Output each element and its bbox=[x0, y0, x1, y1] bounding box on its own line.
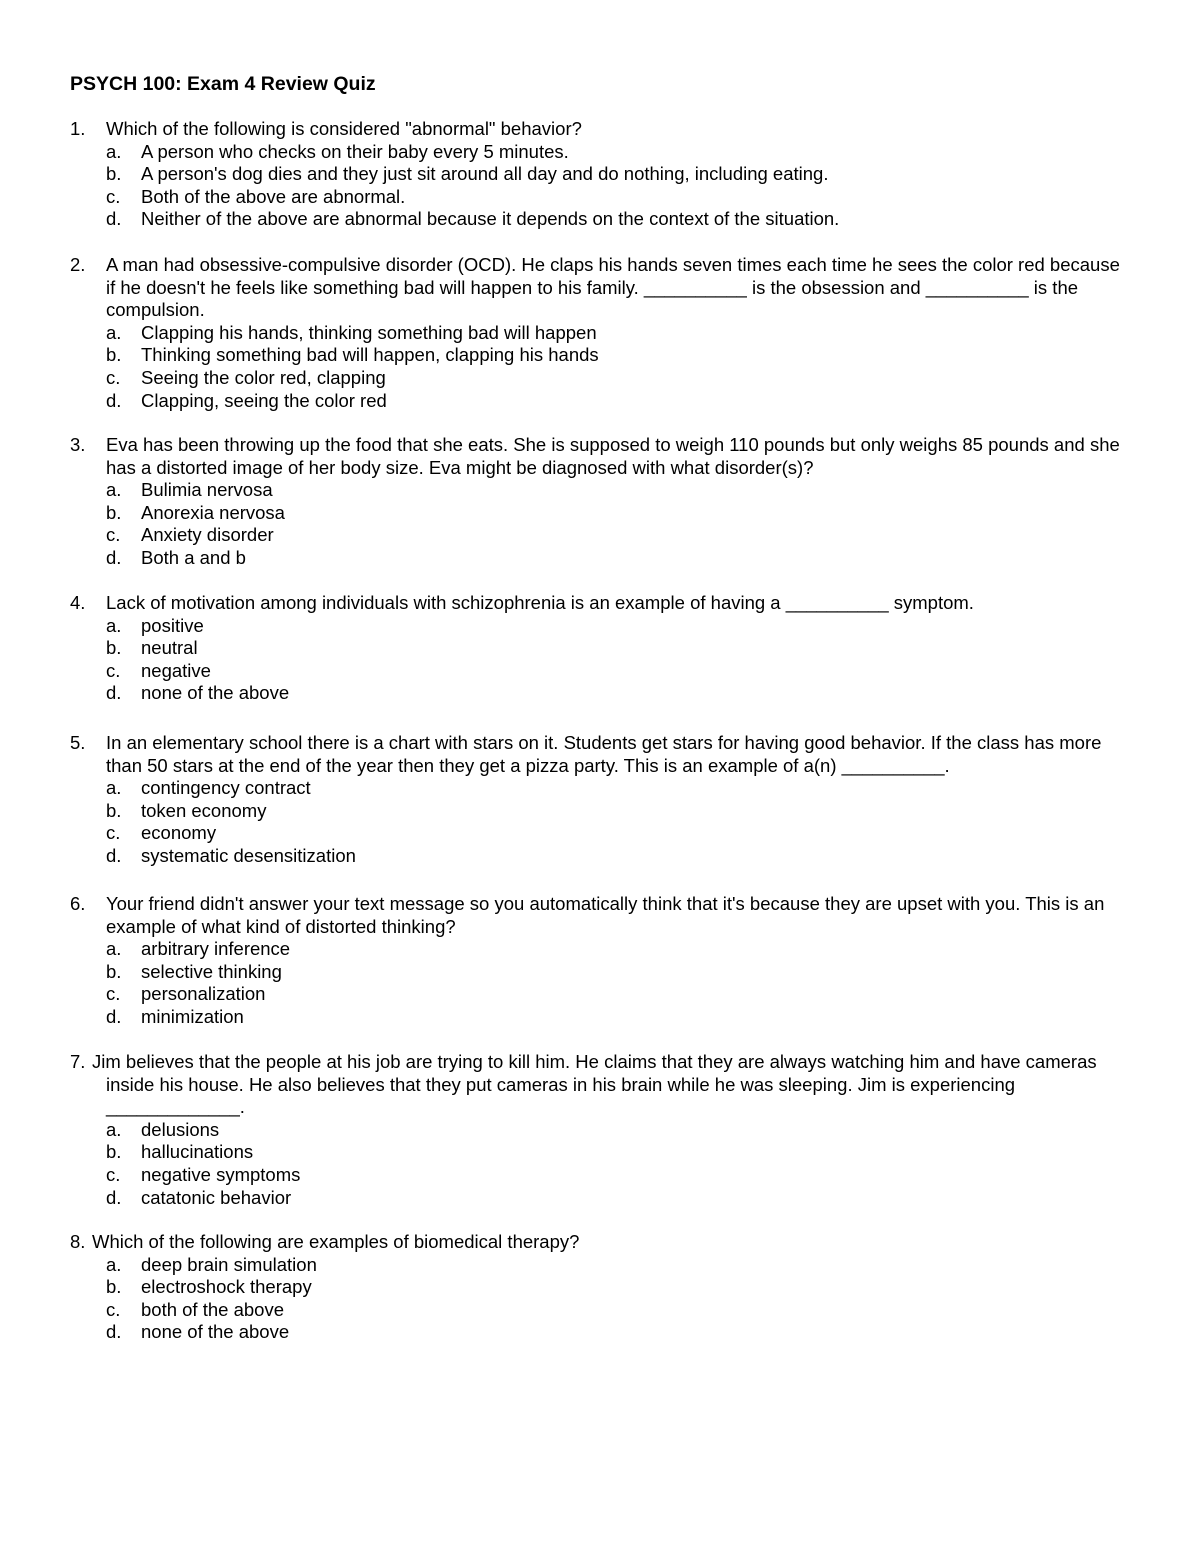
option-text: both of the above bbox=[141, 1298, 284, 1320]
option-text: minimization bbox=[141, 1005, 244, 1027]
option-letter: c. bbox=[106, 366, 121, 388]
question-3 bbox=[70, 434, 1130, 570]
option-a bbox=[70, 322, 1130, 345]
option-letter: d. bbox=[106, 546, 122, 568]
option-list bbox=[70, 1119, 1130, 1209]
option-letter: a. bbox=[106, 321, 122, 343]
option-letter: d. bbox=[106, 1321, 122, 1343]
question-text: In an elementary school there is a chart with stars on it. Students get stars for having good behavior. If the class has more than 50 stars at the end of the year then they get a pizza party. This is an example of a(n) __________. bbox=[106, 732, 1102, 776]
option-letter: c. bbox=[106, 983, 121, 1005]
document-title: PSYCH 100: Exam 4 Review Quiz bbox=[70, 73, 376, 95]
option-d bbox=[70, 390, 1130, 413]
option-text: economy bbox=[141, 822, 217, 844]
question-stem bbox=[70, 118, 1130, 141]
question-stem bbox=[70, 434, 1130, 479]
option-b bbox=[70, 502, 1130, 525]
option-letter: b. bbox=[106, 501, 122, 523]
option-d bbox=[70, 1187, 1130, 1210]
option-text: neutral bbox=[141, 637, 198, 659]
option-d bbox=[70, 547, 1130, 570]
question-text: Lack of motivation among individuals with schizophrenia is an example of having a __________ symptom. bbox=[106, 592, 974, 613]
option-text: A person's dog dies and they just sit around all day and do nothing, including eating. bbox=[141, 163, 829, 185]
option-letter: a. bbox=[106, 938, 122, 960]
question-1 bbox=[70, 118, 1130, 231]
option-c bbox=[70, 367, 1130, 390]
option-c bbox=[70, 524, 1130, 547]
option-text: personalization bbox=[141, 983, 266, 1005]
option-c bbox=[70, 1299, 1130, 1322]
option-text: Thinking something bad will happen, clapping his hands bbox=[141, 344, 599, 366]
question-text: Your friend didn't answer your text message so you automatically think that it's because they are upset with you. This is an example of what kind of distorted thinking? bbox=[106, 893, 1105, 937]
question-stem bbox=[70, 592, 1130, 615]
option-text: none of the above bbox=[141, 1321, 290, 1343]
option-b bbox=[70, 961, 1130, 984]
option-list bbox=[70, 322, 1130, 412]
question-number: 3. bbox=[70, 434, 86, 455]
option-text: catatonic behavior bbox=[141, 1186, 292, 1208]
option-d bbox=[70, 208, 1130, 231]
option-letter: b. bbox=[106, 1141, 122, 1163]
option-letter: b. bbox=[106, 637, 122, 659]
option-a bbox=[70, 141, 1130, 164]
option-text: Clapping his hands, thinking something bad will happen bbox=[141, 321, 597, 343]
option-letter: a. bbox=[106, 1253, 122, 1275]
option-text: Bulimia nervosa bbox=[141, 479, 273, 501]
option-b bbox=[70, 1276, 1130, 1299]
option-letter: a. bbox=[106, 1118, 122, 1140]
question-2 bbox=[70, 254, 1130, 412]
option-b bbox=[70, 1141, 1130, 1164]
question-stem bbox=[70, 893, 1130, 938]
question-stem bbox=[70, 1231, 1130, 1254]
option-text: Clapping, seeing the color red bbox=[141, 389, 387, 411]
question-text: Eva has been throwing up the food that she eats. She is supposed to weigh 110 pounds but only weighs 85 pounds and she has a distorted image of her body size. Eva might be diagnosed with what disorder(s)? bbox=[106, 434, 1120, 478]
option-text: selective thinking bbox=[141, 960, 282, 982]
option-letter: c. bbox=[106, 524, 121, 546]
option-letter: c. bbox=[106, 1298, 121, 1320]
option-text: Both a and b bbox=[141, 546, 246, 568]
option-c bbox=[70, 822, 1130, 845]
option-letter: d. bbox=[106, 389, 122, 411]
option-letter: a. bbox=[106, 777, 122, 799]
question-stem bbox=[70, 732, 1130, 777]
option-list bbox=[70, 479, 1130, 569]
option-d bbox=[70, 845, 1130, 868]
option-text: arbitrary inference bbox=[141, 938, 291, 960]
question-4 bbox=[70, 592, 1130, 705]
option-text: none of the above bbox=[141, 682, 290, 704]
option-letter: d. bbox=[106, 682, 122, 704]
question-number: 1. bbox=[70, 118, 86, 139]
option-letter: d. bbox=[106, 1005, 122, 1027]
option-letter: d. bbox=[106, 1186, 122, 1208]
question-number: 7. bbox=[70, 1051, 86, 1072]
option-text: token economy bbox=[141, 799, 267, 821]
option-letter: a. bbox=[106, 614, 122, 636]
option-text: Anorexia nervosa bbox=[141, 501, 285, 523]
option-a bbox=[70, 938, 1130, 961]
option-text: delusions bbox=[141, 1118, 220, 1140]
option-b bbox=[70, 344, 1130, 367]
option-text: systematic desensitization bbox=[141, 844, 356, 866]
option-text: positive bbox=[141, 614, 204, 636]
option-c bbox=[70, 186, 1130, 209]
option-a bbox=[70, 479, 1130, 502]
question-number: 5. bbox=[70, 732, 86, 753]
question-6 bbox=[70, 893, 1130, 1029]
option-list bbox=[70, 1254, 1130, 1344]
option-text: Neither of the above are abnormal because it depends on the context of the situation. bbox=[141, 208, 840, 230]
question-number: 4. bbox=[70, 592, 86, 613]
option-c bbox=[70, 660, 1130, 683]
option-d bbox=[70, 1321, 1130, 1344]
question-text: A man had obsessive-compulsive disorder (OCD). He claps his hands seven times each time he sees the color red because if he doesn't he feels like something bad will happen to his family. __________ is the obsession and __________ is the compulsion. bbox=[106, 254, 1120, 321]
option-text: A person who checks on their baby every 5 minutes. bbox=[141, 140, 569, 162]
option-list bbox=[70, 777, 1130, 867]
question-stem bbox=[70, 254, 1130, 322]
option-b bbox=[70, 637, 1130, 660]
option-letter: c. bbox=[106, 659, 121, 681]
option-letter: b. bbox=[106, 163, 122, 185]
option-text: deep brain simulation bbox=[141, 1253, 317, 1275]
option-d bbox=[70, 682, 1130, 705]
option-text: negative bbox=[141, 659, 211, 681]
question-8 bbox=[70, 1231, 1130, 1344]
option-b bbox=[70, 163, 1130, 186]
question-text: Jim believes that the people at his job are trying to kill him. He claims that they are always watching him and have cameras inside his house. He also believes that they put cameras in his brain while he was sleeping. Jim is experiencing _____________. bbox=[92, 1051, 1097, 1118]
option-a bbox=[70, 615, 1130, 638]
question-5 bbox=[70, 732, 1130, 868]
option-letter: d. bbox=[106, 844, 122, 866]
option-list bbox=[70, 615, 1130, 705]
option-list bbox=[70, 141, 1130, 231]
option-a bbox=[70, 1254, 1130, 1277]
option-text: Both of the above are abnormal. bbox=[141, 185, 406, 207]
question-text: Which of the following is considered "abnormal" behavior? bbox=[106, 118, 582, 139]
option-letter: a. bbox=[106, 140, 122, 162]
option-a bbox=[70, 1119, 1130, 1142]
option-c bbox=[70, 983, 1130, 1006]
option-letter: a. bbox=[106, 479, 122, 501]
option-list bbox=[70, 938, 1130, 1028]
question-text: Which of the following are examples of biomedical therapy? bbox=[92, 1231, 580, 1252]
question-number: 8. bbox=[70, 1231, 86, 1252]
option-letter: b. bbox=[106, 960, 122, 982]
option-letter: b. bbox=[106, 1276, 122, 1298]
option-text: negative symptoms bbox=[141, 1163, 301, 1185]
option-text: Anxiety disorder bbox=[141, 524, 274, 546]
option-c bbox=[70, 1164, 1130, 1187]
question-7 bbox=[70, 1051, 1130, 1209]
option-letter: b. bbox=[106, 799, 122, 821]
option-text: Seeing the color red, clapping bbox=[141, 366, 386, 388]
option-d bbox=[70, 1006, 1130, 1029]
option-b bbox=[70, 800, 1130, 823]
question-stem bbox=[70, 1051, 1130, 1119]
option-a bbox=[70, 777, 1130, 800]
question-number: 2. bbox=[70, 254, 86, 275]
option-text: electroshock therapy bbox=[141, 1276, 312, 1298]
option-letter: c. bbox=[106, 822, 121, 844]
question-number: 6. bbox=[70, 893, 86, 914]
option-text: hallucinations bbox=[141, 1141, 254, 1163]
option-text: contingency contract bbox=[141, 777, 311, 799]
option-letter: c. bbox=[106, 185, 121, 207]
option-letter: c. bbox=[106, 1163, 121, 1185]
option-letter: b. bbox=[106, 344, 122, 366]
option-letter: d. bbox=[106, 208, 122, 230]
